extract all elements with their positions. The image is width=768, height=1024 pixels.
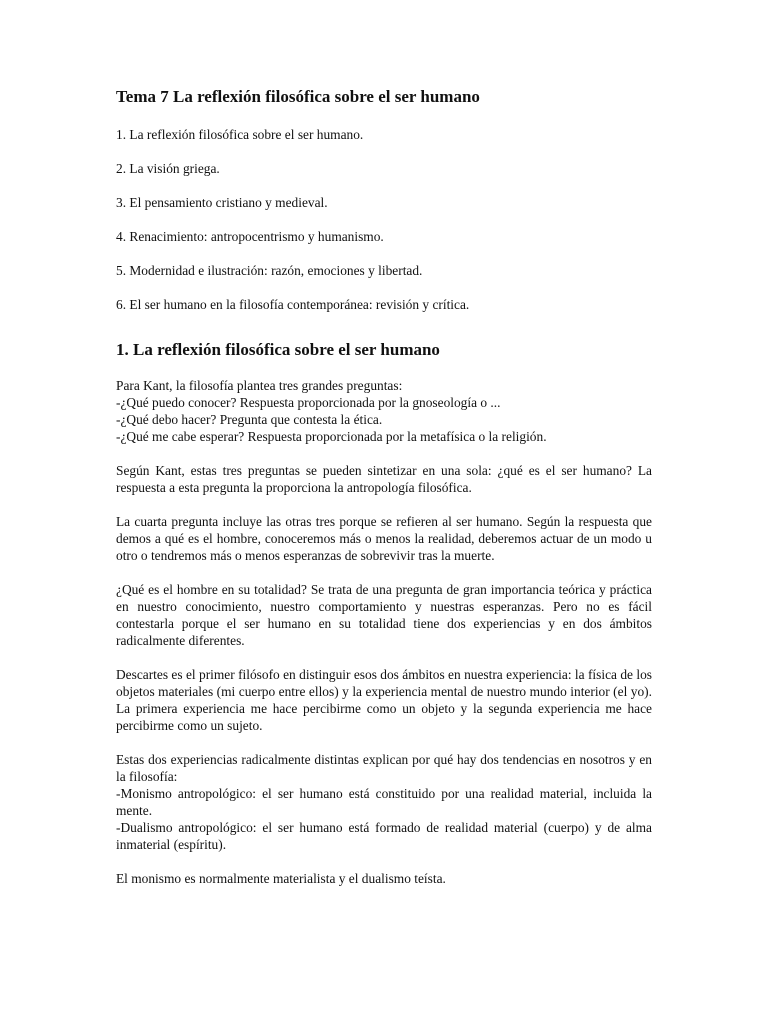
definition-item: -Monismo antropológico: el ser humano está constituido por una realidad material, incluida la mente.	[116, 786, 652, 818]
document-page	[116, 86, 652, 904]
paragraph-kant-questions	[116, 377, 652, 445]
paragraph-line: Estas dos experiencias radicalmente distintas explican por qué hay dos tendencias en nosotros y en la filosofía:	[116, 752, 652, 784]
section-heading: 1. La reflexión filosófica sobre el ser humano	[116, 340, 440, 359]
toc-item: 2. La visión griega.	[116, 161, 220, 176]
table-of-contents	[116, 127, 652, 313]
question-item: -¿Qué puedo conocer? Respuesta proporcionada por la gnoseología o ...	[116, 395, 501, 410]
paragraph: La cuarta pregunta incluye las otras tres porque se refieren al ser humano. Según la respuesta que demos a qué es el hombre, conoceremos más o menos la realidad, deberemos actuar de un modo u otro o tendremos más o menos esperanzas de sobrevivir tras la muerte.	[116, 514, 652, 563]
paragraph: El monismo es normalmente materialista y el dualismo teísta.	[116, 871, 446, 886]
document-title: Tema 7 La reflexión filosófica sobre el ser humano	[116, 87, 480, 106]
toc-item: 1. La reflexión filosófica sobre el ser humano.	[116, 127, 364, 142]
question-item: -¿Qué debo hacer? Pregunta que contesta la ética.	[116, 412, 383, 427]
question-item: -¿Qué me cabe esperar? Respuesta proporcionada por la metafísica o la religión.	[116, 429, 547, 444]
toc-item: 5. Modernidad e ilustración: razón, emociones y libertad.	[116, 263, 423, 278]
paragraph-monism-dualism	[116, 751, 652, 853]
paragraph: Descartes es el primer filósofo en distinguir esos dos ámbitos en nuestra experiencia: la física de los objetos materiales (mi cuerpo entre ellos) y la experiencia mental de nuestro mundo interior (el yo). La primera experiencia me hace percibirme como un objeto y la segunda experiencia me hace percibirme como un sujeto.	[116, 667, 652, 733]
toc-item: 4. Renacimiento: antropocentrismo y humanismo.	[116, 229, 384, 244]
toc-item: 3. El pensamiento cristiano y medieval.	[116, 195, 328, 210]
paragraph: Según Kant, estas tres preguntas se pueden sintetizar en una sola: ¿qué es el ser humano? La respuesta a esta pregunta la proporciona la antropología filosófica.	[116, 463, 652, 495]
definition-item: -Dualismo antropológico: el ser humano está formado de realidad material (cuerpo) y de alma inmaterial (espíritu).	[116, 820, 652, 852]
toc-item: 6. El ser humano en la filosofía contemporánea: revisión y crítica.	[116, 297, 470, 312]
paragraph: ¿Qué es el hombre en su totalidad? Se trata de una pregunta de gran importancia teórica y práctica en nuestro conocimiento, nuestro comportamiento y nuestras esperanzas. Pero no es fácil contestarla porque el ser humano en su totalidad tiene dos experiencias y en dos ámbitos radicalmente diferentes.	[116, 582, 652, 648]
paragraph-line: Para Kant, la filosofía plantea tres grandes preguntas:	[116, 378, 403, 393]
